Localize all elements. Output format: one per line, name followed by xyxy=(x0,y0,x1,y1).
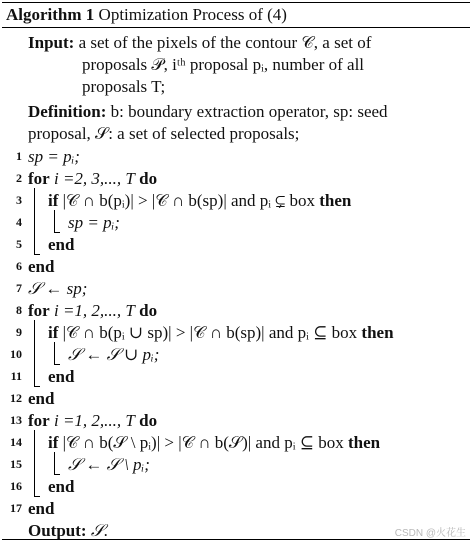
line-code: sp = pᵢ; xyxy=(68,213,120,232)
keyword-for: for xyxy=(28,169,50,188)
keyword-then: then xyxy=(361,323,394,342)
input-line-3: proposals T; xyxy=(82,77,166,96)
keyword-do: do xyxy=(139,169,158,188)
if-block-hook-3 xyxy=(54,474,60,475)
definition-block-cont xyxy=(28,123,448,145)
keyword-if: if xyxy=(48,323,59,342)
line-number: 4 xyxy=(16,215,22,229)
keyword-end: end xyxy=(28,389,55,408)
output-label: Output: xyxy=(28,521,87,540)
line-number: 10 xyxy=(10,347,22,361)
input-label: Input: xyxy=(28,33,75,52)
line-code: 𝒮 ← sp; xyxy=(28,279,88,298)
algo-line-7 xyxy=(2,278,470,300)
algo-line-5 xyxy=(2,234,470,256)
line-number: 1 xyxy=(16,149,22,163)
line-number: 3 xyxy=(16,193,22,207)
keyword-for: for xyxy=(28,411,50,430)
keyword-end: end xyxy=(48,235,75,254)
line-number: 16 xyxy=(10,479,22,493)
algo-line-16 xyxy=(2,476,470,498)
line-code: i =2, 3,..., T xyxy=(53,169,135,188)
line-number: 17 xyxy=(10,501,22,515)
line-code: |𝒞 ∩ b(pᵢ)| > |𝒞 ∩ b(sp)| and pᵢ ⊊ box xyxy=(62,191,315,210)
for-block-rule-3 xyxy=(34,430,35,496)
definition-line-1: b: boundary extraction operator, sp: seed xyxy=(110,102,388,121)
line-number: 9 xyxy=(16,325,22,339)
line-code: i =1, 2,..., T xyxy=(53,301,135,320)
line-code: sp = pᵢ; xyxy=(28,147,80,166)
algorithm-title xyxy=(2,3,470,28)
algo-line-8 xyxy=(2,300,470,322)
keyword-do: do xyxy=(139,301,158,320)
line-number: 15 xyxy=(10,457,22,471)
algo-line-4 xyxy=(2,212,470,234)
for-block-hook-1 xyxy=(34,254,40,255)
algo-line-9 xyxy=(2,322,470,344)
keyword-if: if xyxy=(48,433,59,452)
line-number: 12 xyxy=(10,391,22,405)
algo-line-14 xyxy=(2,432,470,454)
if-block-rule-3 xyxy=(54,452,55,474)
line-code: i =1, 2,..., T xyxy=(53,411,135,430)
if-block-rule-2 xyxy=(54,342,55,364)
line-code: 𝒮 ← 𝒮 ∪ pᵢ; xyxy=(68,345,160,364)
algo-line-11 xyxy=(2,366,470,388)
line-number: 5 xyxy=(16,237,22,251)
input-line-1: a set of the pixels of the contour 𝒞, a set of xyxy=(78,33,372,52)
algorithm-header: Algorithm 1 xyxy=(6,5,95,24)
for-block-hook-3 xyxy=(34,496,40,497)
algo-line-12 xyxy=(2,388,470,410)
algo-line-2 xyxy=(2,168,470,190)
for-block-rule-2 xyxy=(34,320,35,386)
keyword-end: end xyxy=(28,499,55,518)
definition-block xyxy=(28,101,448,123)
definition-label: Definition: xyxy=(28,102,107,121)
keyword-if: if xyxy=(48,191,59,210)
for-block-rule-1 xyxy=(34,188,35,254)
line-number: 8 xyxy=(16,303,22,317)
line-number: 6 xyxy=(16,259,22,273)
algo-line-17 xyxy=(2,498,470,520)
if-block-hook-1 xyxy=(54,232,60,233)
keyword-then: then xyxy=(319,191,352,210)
line-code: |𝒞 ∩ b(pᵢ ∪ sp)| > |𝒞 ∩ b(sp)| and pᵢ ⊆ box xyxy=(62,323,358,342)
line-code: 𝒮 ← 𝒮 \ pᵢ; xyxy=(68,455,150,474)
line-number: 11 xyxy=(10,369,22,383)
if-block-hook-2 xyxy=(54,364,60,365)
algo-line-15 xyxy=(2,454,470,476)
algo-line-3 xyxy=(2,190,470,212)
watermark: CSDN @火花生 xyxy=(394,528,466,539)
keyword-end: end xyxy=(48,367,75,386)
line-number: 7 xyxy=(16,281,22,295)
keyword-then: then xyxy=(347,433,381,452)
keyword-end: end xyxy=(48,477,75,496)
algo-line-1 xyxy=(2,146,470,168)
keyword-do: do xyxy=(139,411,158,430)
for-block-hook-2 xyxy=(34,386,40,387)
line-number: 14 xyxy=(10,435,22,449)
algorithm-box xyxy=(2,2,470,540)
keyword-end: end xyxy=(28,257,55,276)
algo-line-10 xyxy=(2,344,470,366)
if-block-rule-1 xyxy=(54,210,55,232)
algo-line-13 xyxy=(2,410,470,432)
keyword-for: for xyxy=(28,301,50,320)
input-block xyxy=(28,32,448,54)
line-code: |𝒞 ∩ b(𝒮 \ pᵢ)| > |𝒞 ∩ b(𝒮)| and pᵢ ⊆ box xyxy=(62,433,344,452)
line-number: 13 xyxy=(10,413,22,427)
line-number: 2 xyxy=(16,171,22,185)
algo-line-6 xyxy=(2,256,470,278)
output-value: 𝒮. xyxy=(90,521,109,540)
input-line-2: proposals 𝒫, iᵗʰ proposal pᵢ, number of all xyxy=(82,55,365,74)
definition-line-2: proposal, 𝒮: a set of selected proposals; xyxy=(28,124,300,143)
algorithm-caption: Optimization Process of (4) xyxy=(98,5,287,24)
